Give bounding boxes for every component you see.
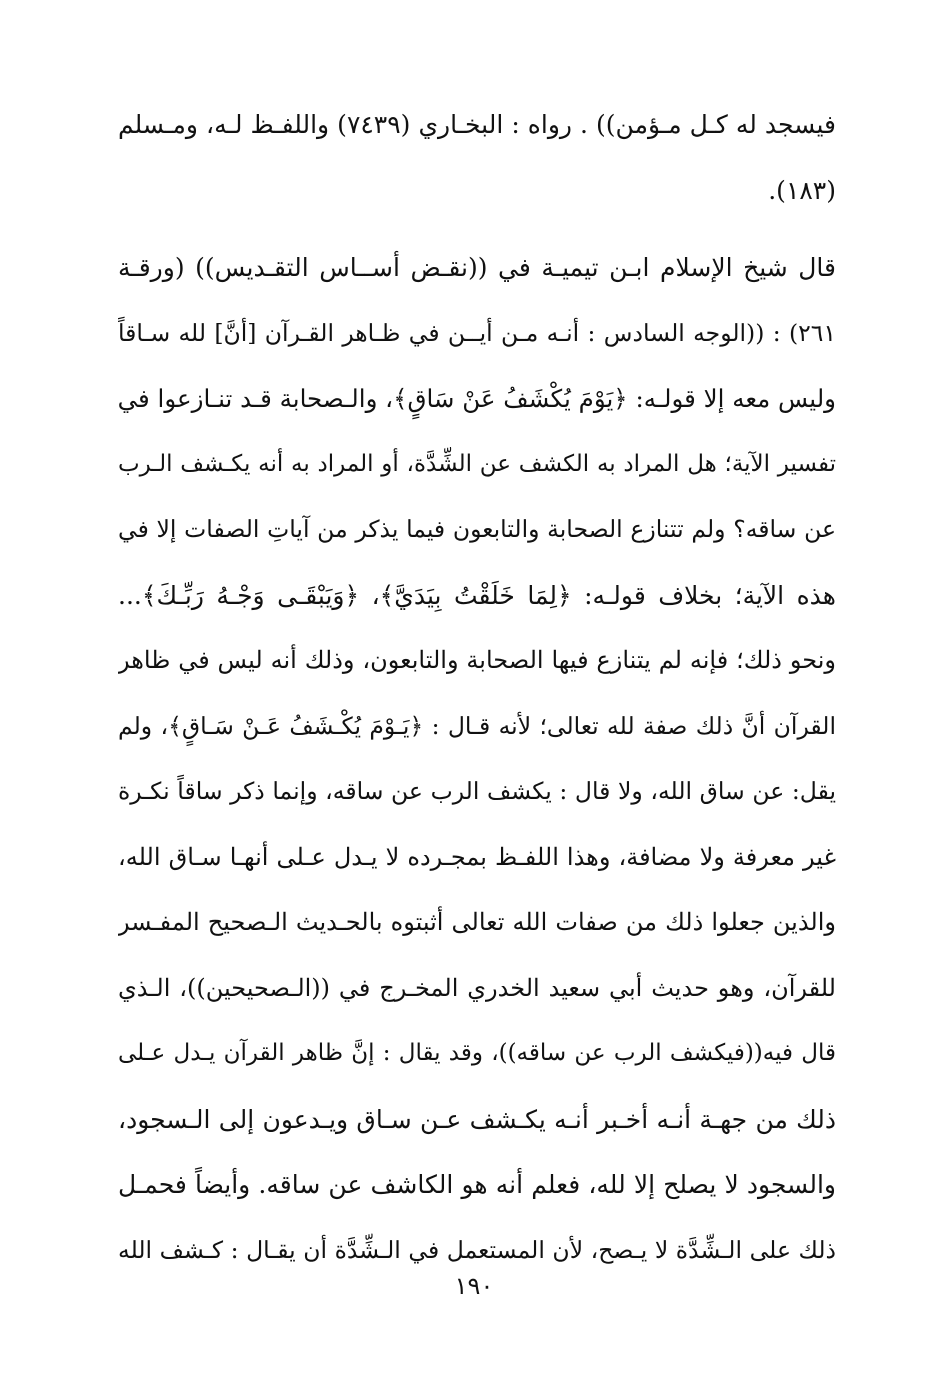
text-line: غير معرفة ولا مضافة، وهذا اللفـظ بمجـرده لا يـدل عـلى أنهـا سـاق الله، bbox=[118, 842, 836, 871]
text-line: ونحو ذلك؛ فإنه لم يتنازع فيها الصحابة والتابعون، وذلك أنه ليس في ظاهر bbox=[118, 646, 836, 674]
text-line: عن ساقه؟ ولم تتنازع الصحابة والتابعون فيما يذكر من آياتِ الصفات إلا في bbox=[118, 515, 836, 543]
text-line: ٢٦١) : ((الوجه السادس : أنـه مـن أيــن في ظـاهر القـرآن [أنَّ] لله سـاقاً bbox=[118, 318, 836, 347]
paragraph-1 bbox=[118, 92, 836, 223]
body-text bbox=[118, 92, 836, 1283]
text-line: وليس معه إلا قولـه: ﴿يَوْمَ يُكْشَفُ عَنْ سَاقٍ﴾، والـصحابة قـد تنـازعوا في bbox=[118, 384, 836, 413]
text-line: للقرآن، وهو حديث أبي سعيد الخدري المخـرج في ((الـصحيحين))، الـذي bbox=[118, 973, 836, 1002]
text-line: (١٨٣). bbox=[768, 175, 836, 205]
text-line: ذلك من جهـة أنـه أخـبر أنـه يكـشف عـن سـاق ويـدعون إلى الـسجود، bbox=[118, 1104, 836, 1134]
paragraph-2 bbox=[118, 235, 836, 1283]
text-line: ذلك على الـشِّدَّة لا يـصح، لأن المستعمل في الـشِّدَّة أن يقـال : كـشف الله bbox=[118, 1235, 836, 1264]
text-line: القرآن أنَّ ذلك صفة لله تعالى؛ لأنه قـال : ﴿يَـوْمَ يُكْـشَفُ عَـنْ سَـاقٍ﴾، ولم bbox=[118, 711, 836, 740]
text-line: هذه الآية؛ بخلاف قولـه: ﴿لِمَا خَلَقْتُ بِيَدَيَّ﴾، ﴿وَيَبْقَـى وَجْـهُ رَبِّـكَ﴾... bbox=[118, 580, 836, 610]
text-line: قال فيه((فيكشف الرب عن ساقه))، وقد يقال : إنَّ ظاهر القرآن يـدل عـلى bbox=[118, 1040, 836, 1066]
text-line: تفسير الآية؛ هل المراد به الكشف عن الشِّدَّة، أو المراد به أنه يكـشف الـرب bbox=[118, 450, 836, 477]
text-line: فيسجد له كـل مـؤمن)) . رواه : البخـاري (٧٤٣٩) واللفـظ لـه، ومـسلم bbox=[118, 110, 836, 139]
text-line: والسجود لا يصلح إلا لله، فعلم أنه هو الكاشف عن ساقه. وأيضاً فحمـل bbox=[118, 1170, 836, 1199]
text-line: قال شيخ الإسلام ابـن تيميـة في ((نقـض أســاس التقـديس)) (ورقـة bbox=[118, 253, 836, 282]
text-line: والذين جعلوا ذلك من صفات الله تعالى أثبتوه بالحـديث الـصحيح المفـسر bbox=[118, 908, 836, 936]
page-number: ١٩٠ bbox=[454, 1272, 494, 1300]
text-line: يقل: عن ساق الله، ولا قال : يكشف الرب عن ساقه، وإنما ذكر ساقاً نكـرة bbox=[118, 777, 836, 805]
